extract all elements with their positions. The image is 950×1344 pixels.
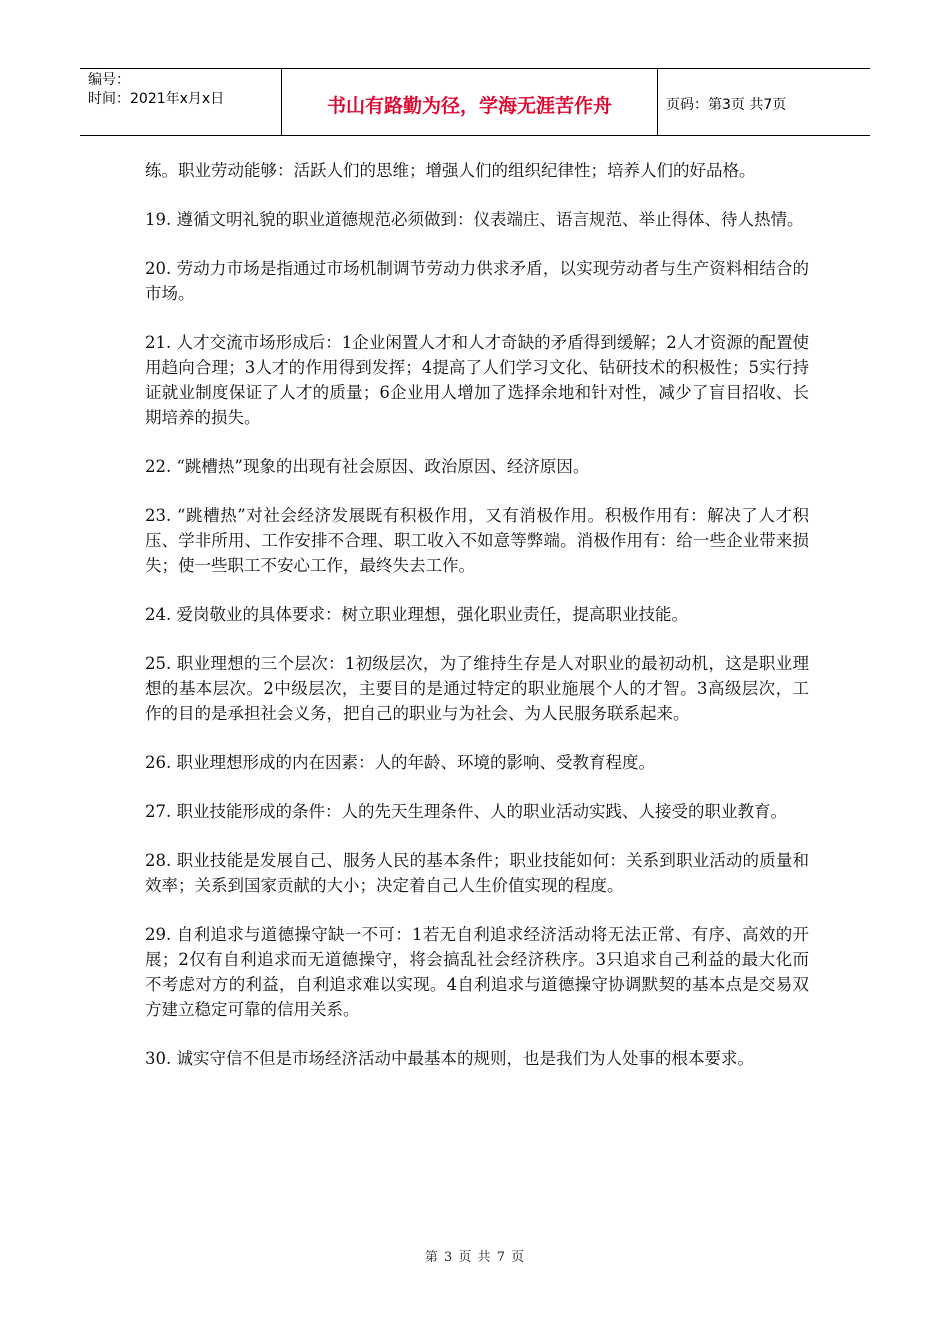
- paragraph-29: 29. 自利追求与道德操守缺一不可：1若无自利追求经济活动将无法正常、有序、高效的开展；2仅有自利追求而无道德操守，将会搞乱社会经济秩序。3只追求自己利益的最大化而不考虑对方的利益，自利追求难以实现。4自利追求与道德操守协调默契的基本点是交易双方建立稳定可靠的信用关系。: [145, 925, 809, 1019]
- paragraph-continuation: 练。职业劳动能够：活跃人们的思维；增强人们的组织纪律性；培养人们的好品格。: [145, 161, 756, 180]
- page-footer: 第 3 页 共 7 页: [424, 1250, 526, 1265]
- document-body: [145, 158, 809, 1095]
- page-header: [80, 68, 870, 136]
- paragraph-27: 27. 职业技能形成的条件：人的先天生理条件、人的职业活动实践、人接受的职业教育。: [145, 802, 787, 821]
- paragraph-21: 21. 人才交流市场形成后：1企业闲置人才和人才奇缺的矛盾得到缓解；2人才资源的配置使用趋向合理；3人才的作用得到发挥；4提高了人们学习文化、钻研技术的积极性；5实行持证就业制度保证了人才的质量；6企业用人增加了选择余地和针对性，减少了盲目招收、长期培养的损失。: [145, 333, 809, 427]
- paragraph-19: 19. 遵循文明礼貌的职业道德规范必须做到：仪表端庄、语言规范、举止得体、待人热情。: [145, 210, 804, 229]
- paragraph-20: 20. 劳动力市场是指通过市场机制调节劳动力供求矛盾，以实现劳动者与生产资料相结合的市场。: [145, 259, 809, 303]
- paragraph-23: 23. “跳槽热”对社会经济发展既有积极作用，又有消极作用。积极作用有：解决了人才积压、学非所用、工作安排不合理、职工收入不如意等弊端。消极作用有：给一些企业带来损失；使一些职工不安心工作，最终失去工作。: [145, 506, 809, 575]
- paragraph-22: 22. “跳槽热”现象的出现有社会原因、政治原因、经济原因。: [145, 457, 590, 476]
- number-label: 编号：: [88, 72, 130, 88]
- paragraph-30: 30. 诚实守信不但是市场经济活动中最基本的规则，也是我们为人处事的根本要求。: [145, 1049, 754, 1068]
- header-page-info: 页码：第3页 共7页: [666, 97, 787, 113]
- paragraph-25: 25. 职业理想的三个层次：1初级层次，为了维持生存是人对职业的最初动机，这是职业理想的基本层次。2中级层次，主要目的是通过特定的职业施展个人的才智。3高级层次，工作的目的是承担社会义务，把自己的职业与为社会、为人民服务联系起来。: [145, 654, 809, 723]
- header-motto: 书山有路勤为径，学海无涯苦作舟: [282, 69, 658, 135]
- paragraph-24: 24. 爱岗敬业的具体要求：树立职业理想，强化职业责任，提高职业技能。: [145, 605, 688, 624]
- paragraph-28: 28. 职业技能是发展自己、服务人民的基本条件；职业技能如何：关系到职业活动的质量和效率；关系到国家贡献的大小；决定着自己人生价值实现的程度。: [145, 851, 809, 895]
- header-meta: [80, 69, 282, 135]
- paragraph-26: 26. 职业理想形成的内在因素：人的年龄、环境的影响、受教育程度。: [145, 753, 655, 772]
- time-label: 时间：2021年x月x日: [88, 91, 225, 107]
